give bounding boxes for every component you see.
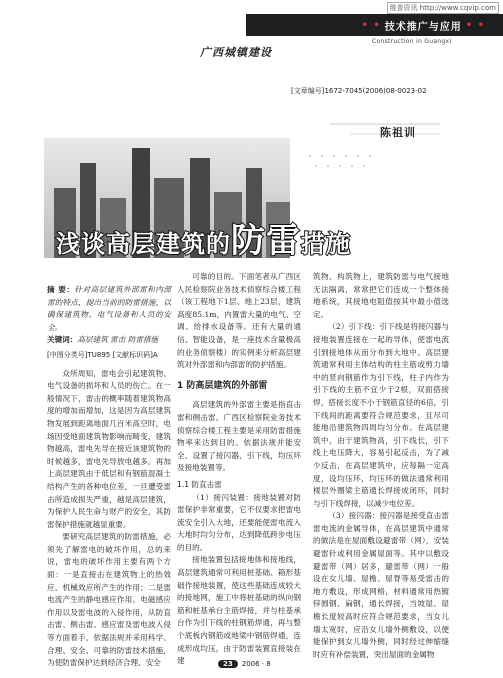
page-number: 23 <box>218 660 238 668</box>
paragraph: 可靠的目的。下面笔者从广西区人民检察院业务技术侦察综合楼工程（该工程地下1层、地上23层，建筑高度85.1m，内置雷大量的电气、空调、给排水设备等。还有大量的通信、智能设备，是一座技术含量极高的业务侦察楼）的实例来分析高层建筑对外部雷和内部雷的防护措施。 <box>177 272 301 370</box>
section-heading: 1 防高层建筑的外部雷 <box>177 380 268 391</box>
paragraph: （1）接闪装置：接地装置对防雷保护非常重要，它不仅要求把雷电流安全引入大地，还要能使雷电流入大地时均匀分布，达到降低跨步电压的目的。 <box>177 492 301 552</box>
article-title <box>56 213 351 262</box>
source-watermark: 维普资讯 http://www.cqvip.com <box>387 2 499 14</box>
title-part-b: 防雷 <box>231 221 301 261</box>
paragraph: 筑物、构筑物上，建筑防雷与电气接地无法隔离，常常把它们连成一个整体接地系统，其接地电阻值按其中最小值选定。 <box>313 272 449 319</box>
author-name: 陈祖训 <box>380 126 416 139</box>
column-3 <box>313 271 449 661</box>
classification-codes: [中图分类号]TU895 [文献标识码]A <box>47 350 158 359</box>
decorative-dot-pattern <box>300 150 503 210</box>
paragraph: 高层建筑的外部雷主要是指直击雷和侧击雷。广西区检察院业务技术侦察综合楼工程主要是采用防雷措施物率来达到目的。依据法规并能安全、设置了接闪器、引下线，均压环及接地装置等。 <box>177 400 301 473</box>
banner-dots-end: • • <box>465 19 485 31</box>
column-1 <box>47 284 171 670</box>
paragraph: （3）接闪器：接闪器是接受直击雷雷电流的金属导体，在高层建筑中通常的做法是在屋面敷设避雷带（网），安装避雷针或利用金属屋面等。其中以敷设避雷带（网）居多，避雷带（网）一般设在女儿墙、屋檐、屋脊等易受雷击的地方敷设，形成网格，材料通常用热镀锌圆钢、扁钢，通长焊接，当坡屋、屋檐长度较高时应符合规范要求，当女儿墙太宽时，应沿女儿墙外侧敷设，以便能保护到女儿墙外侧，同时经过伸缩缝时应有补偿装置，突出屋面的金属物 <box>313 511 449 659</box>
paragraph: （2）引下线：引下线是将接闪器与接地装置连接在一起的导体，使雷电流引到接地体从而分布到大地中。高层建筑通常利用主体结构的柱主筋或剪力墙中的竖向钢筋作为引下线，柱子内作为引下线的主筋不宜少于2根，双面搭接焊，搭接长度不小于钢筋直径的6倍，引下线间的距离要符合规范要求，且尽可能地沿建筑物四周均匀分布。在高层建筑中，由于建筑物高，引下线长，引下线上电压降大，容易引起反击，为了减少反击，在高层建筑中，应每隔一定高度，设均压环，均压环的做法通常利用楼层外圈梁主筋通长焊接成闭环，同时与引下线焊接，以减少电位差。 <box>313 322 449 508</box>
abstract <box>47 284 171 347</box>
banner-dots: • • <box>361 19 381 31</box>
abstract-text: 针对高层建筑外部雷和内部雷的特点，提出当前的防雷措施，以确保建筑物、电气设备和人员的安全。 <box>47 285 171 332</box>
page-footer <box>218 660 271 668</box>
keywords-label: 关键词： <box>47 335 78 345</box>
title-part-a: 浅谈高层建筑的 <box>56 230 231 258</box>
title-part-c: 措施 <box>301 230 351 258</box>
column-banner <box>246 14 503 36</box>
paragraph: 要研究高层建筑的防雷措施，必须先了解雷电的破坏作用，总的来说，雷电的破坏作用主要有两个方面：一是直接击在建筑物上的热效应、机械效应所产生的作用；二是雷电流产生的静电感应作用、电磁感应作用以及雷电波的入侵作用，从防直击雷、侧击雷、感应雷及雷电波入侵等方面着手，依据法规并采用科学、合理、安全、可靠的防雷技术措施，为使防雷保护达到经济合理、安全 <box>47 532 171 668</box>
article-number: [文章编号]1672-7045(2006)08-0023-02 <box>291 87 427 95</box>
column-2 <box>177 271 301 668</box>
banner-title: 技术推广与应用 <box>384 21 462 33</box>
magazine-handwritten-title: 广西城镇建设 <box>200 46 272 59</box>
paragraph: 接地装置包括接地体和接地线，高层建筑通常可利用桩基础、箱形基础作接地装置，使这些基础连成较大的接地网，施工中将桩基础的纵向钢筋和桩基承台主筋焊接，并与柱基承台作为引下线的柱钢筋焊通，再与整个底板内钢筋或地梁中钢筋焊通，连成形成均压，由于防雷装置直接装在建 <box>177 555 301 666</box>
subsection-heading: 1.1 防直击雷 <box>177 479 222 489</box>
paragraph: 众所周知，雷电会引起建筑物、电气设备的损坏和人员的伤亡。在一般情况下，雷击的概率随着建筑物高度的增加而增加，这是因为高层建筑物发展到距离地面几百米高空时，电场因受地面建筑物影响而畸变，建筑物越高，雷电先导在接近该建筑物的时候越多，雷电先导放电越多。再加上高层建筑由于低层和有钢筋混凝土结构产生的各种电位差，一旦遭受雷击所造成损失严重，越是高层建筑，为保护人民生命与财产的安全，其防雷保护措施就越显重要。 <box>47 368 171 529</box>
banner-subtitle: Construction in Guangxi <box>372 38 452 45</box>
abstract-label: 摘 要： <box>47 285 75 294</box>
keywords-text: 高层建筑 雷击 防雷措施 <box>77 335 159 345</box>
issue-date: 2006 · 8 <box>241 660 271 668</box>
